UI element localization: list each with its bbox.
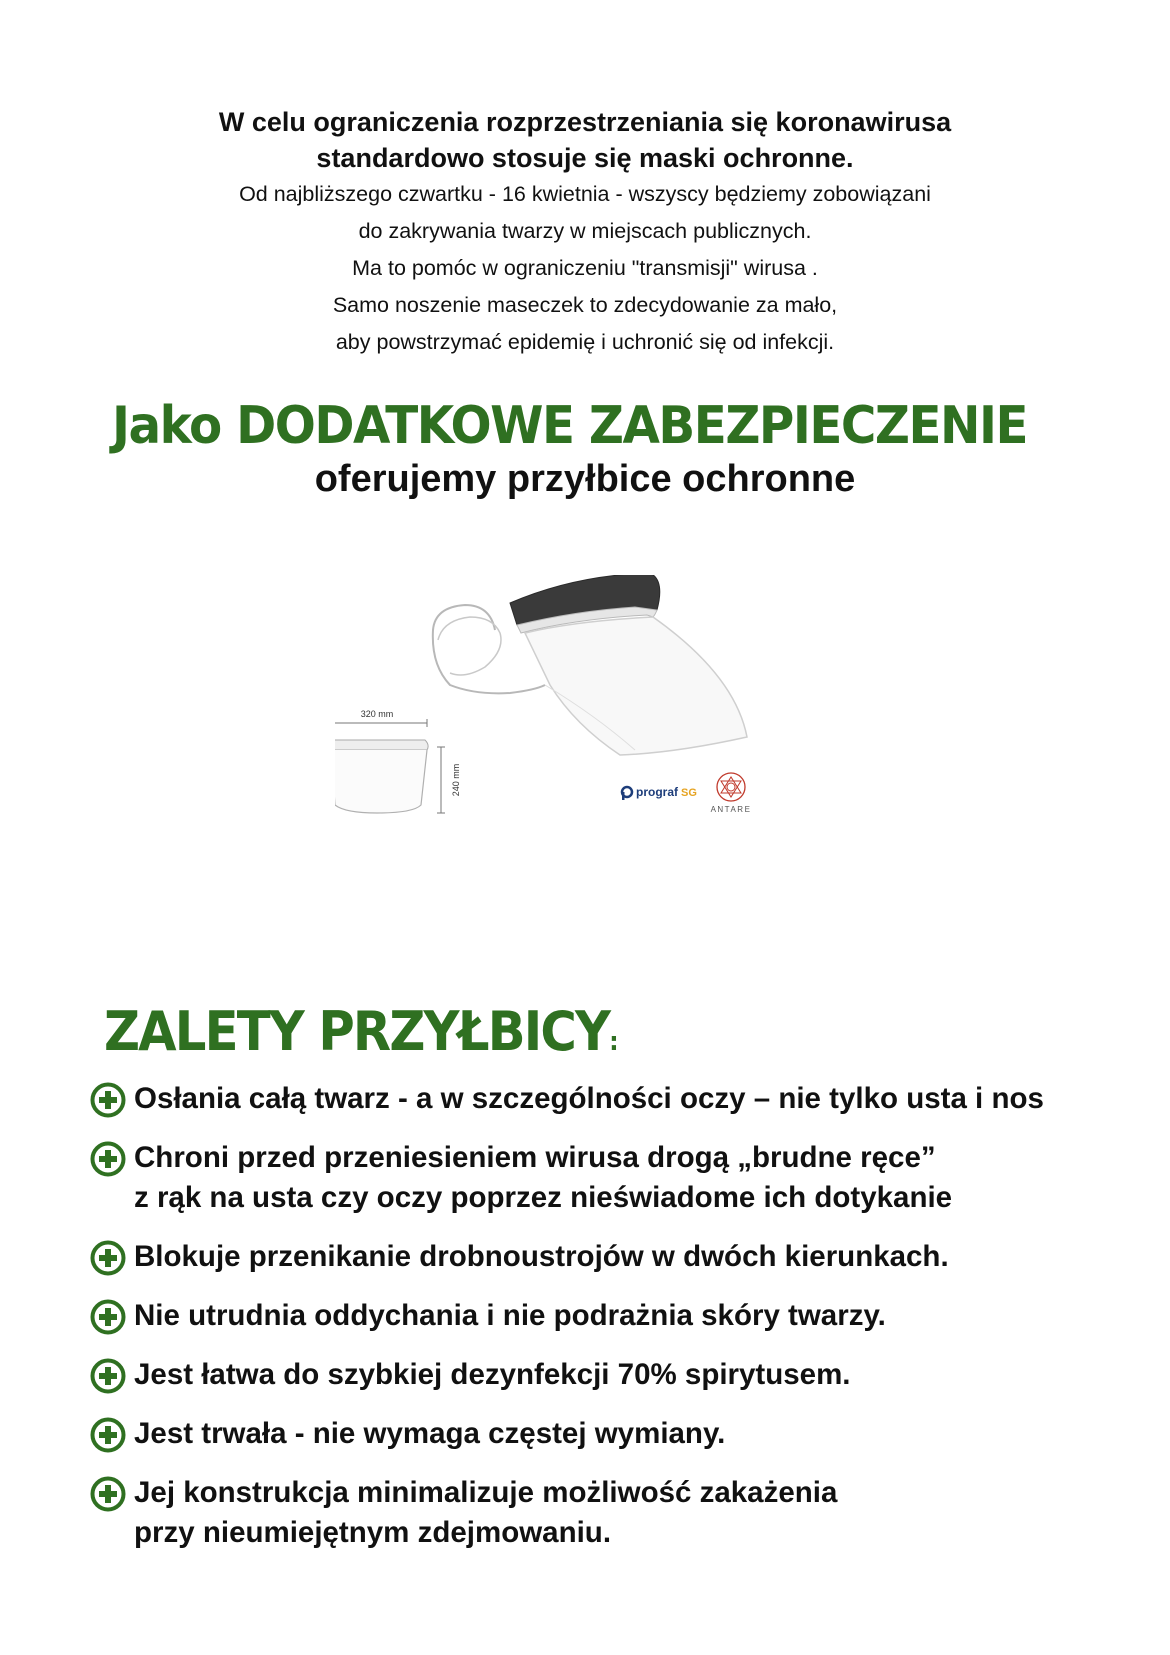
list-item (90, 1355, 1150, 1395)
benefits-title-colon: : (609, 1027, 619, 1057)
list-item (90, 1414, 1150, 1454)
benefit-text: Chroni przed przeniesieniem wirusa drogą „brudne ręce” (134, 1141, 936, 1174)
intro-text-line-1: Od najbliższego czwartku - 16 kwietnia - wszyscy będziemy zobowiązani (239, 182, 931, 206)
width-dimension-label: 320 mm (360, 709, 394, 719)
transparent-shield (525, 617, 747, 755)
green-plus-icon (90, 1240, 126, 1276)
antare-logo (711, 773, 752, 814)
benefit-text: Blokuje przenikanie drobnoustrojów w dwóch kierunkach. (134, 1240, 949, 1273)
prograf-logo (622, 785, 697, 800)
list-item (90, 1079, 1150, 1119)
green-plus-icon (90, 1358, 126, 1394)
intro-heading-line-1: W celu ograniczenia rozprzestrzeniania się koronawirusa (218, 107, 952, 137)
intro-text-line-5: aby powstrzymać epidemię i uchronić się od infekcji. (335, 330, 835, 354)
height-dimension-label: 240 mm (451, 763, 461, 797)
benefit-text: Nie utrudnia oddychania i nie podrażnia skóry twarzy. (134, 1299, 886, 1332)
headline: Jako DODATKOWE ZABEZPIECZENIE (112, 396, 1028, 456)
intro-text-line-4: Samo noszenie maseczek to zdecydowanie za mało, (332, 293, 838, 317)
green-plus-icon (90, 1141, 126, 1177)
benefit-text: Osłania całą twarz - a w szczególności oczy – nie tylko usta i nos (134, 1082, 1044, 1115)
green-plus-icon (90, 1417, 126, 1453)
list-item (90, 1138, 1150, 1218)
benefit-text: Jest łatwa do szybkiej dezynfekcji 70% spirytusem. (134, 1358, 851, 1391)
list-item (90, 1237, 1150, 1277)
front-view-shield (335, 750, 427, 813)
green-plus-icon (90, 1476, 126, 1512)
benefit-text: Jej konstrukcja minimalizuje możliwość zakażenia (134, 1476, 838, 1509)
benefits-title (104, 1000, 619, 1063)
benefits-list (90, 1079, 1150, 1553)
face-shield-illustration (335, 575, 805, 875)
antare-logo-text: ANTARE (710, 805, 752, 814)
subheadline: oferujemy przyłbice ochronne (314, 458, 856, 500)
benefit-text: Jest trwała - nie wymaga częstej wymiany. (134, 1417, 726, 1450)
intro-section (0, 104, 1170, 361)
benefit-text-continued: z rąk na usta czy oczy poprzez nieświadome ich dotykanie (134, 1181, 953, 1214)
green-plus-icon (90, 1299, 126, 1335)
intro-text-line-2: do zakrywania twarzy w miejscach publicznych. (358, 219, 812, 243)
list-item (90, 1296, 1150, 1336)
list-item (90, 1473, 1150, 1553)
headband-inner (438, 617, 501, 675)
benefit-text-continued: przy nieumiejętnym zdejmowaniu. (134, 1516, 612, 1549)
prograf-logo-text: prograf (636, 785, 678, 799)
intro-heading-line-2: standardowo stosuje się maski ochronne. (316, 143, 854, 173)
benefits-title-text: ZALETY PRZYŁBICY (104, 1000, 610, 1063)
green-plus-icon (90, 1082, 126, 1118)
front-view-top (335, 740, 428, 750)
face-shield-drawing (335, 575, 805, 875)
prograf-logo-sg: SG (681, 787, 697, 799)
intro-text-line-3: Ma to pomóc w ograniczeniu "transmisji" wirusa . (352, 256, 818, 280)
